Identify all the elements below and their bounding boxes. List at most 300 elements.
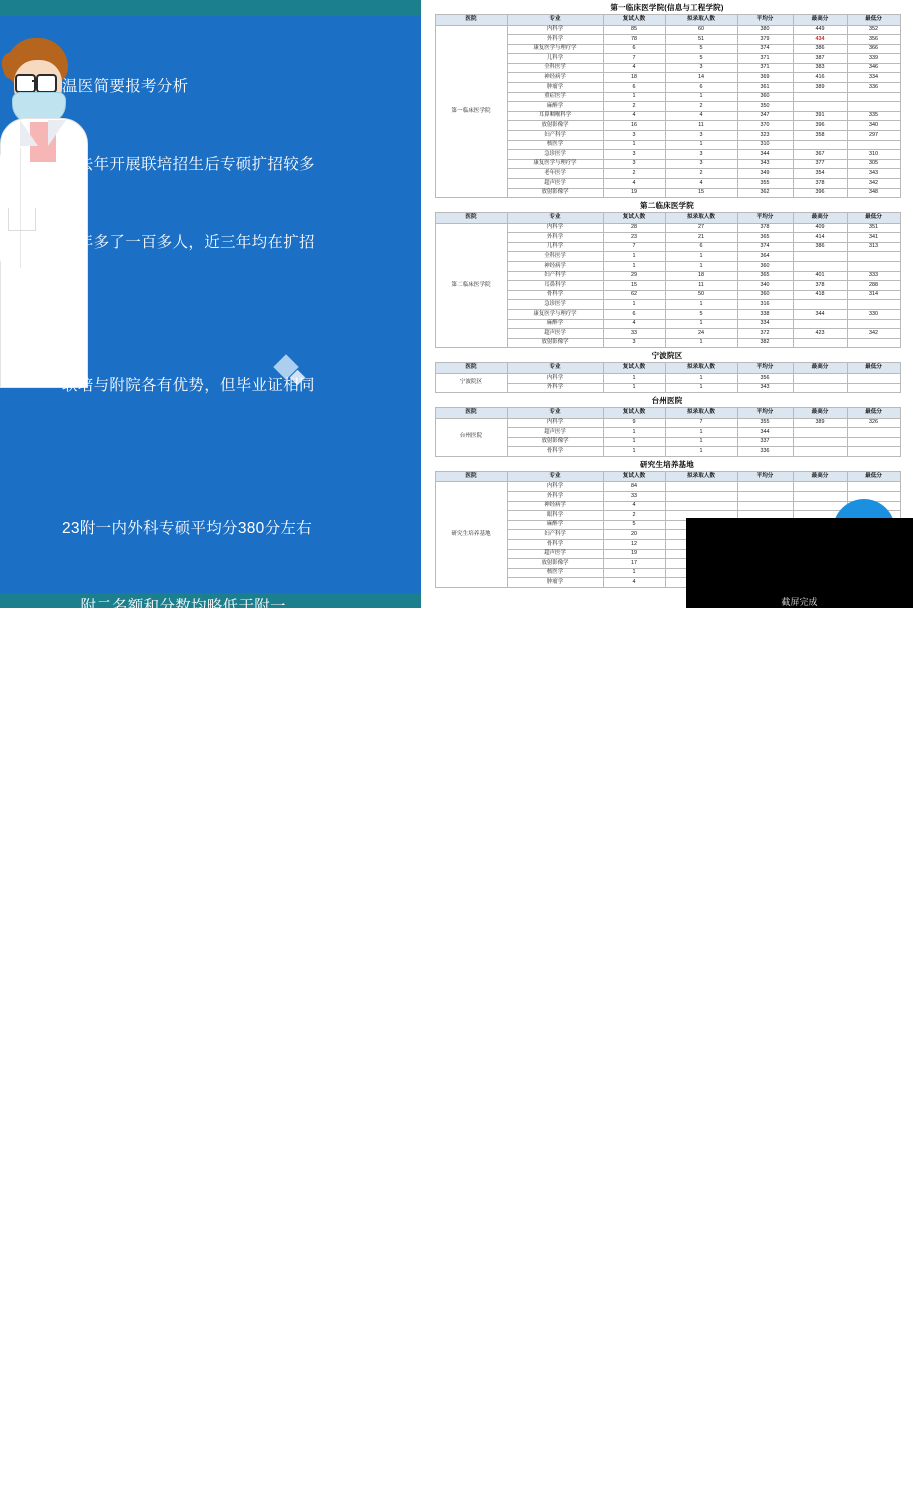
- column-header: 最高分: [793, 408, 847, 419]
- column-header: 医院: [435, 471, 507, 482]
- value-cell: 360: [737, 290, 793, 300]
- major-cell: 外科学: [507, 383, 603, 393]
- table-header-row: [435, 363, 900, 374]
- value-cell: 3: [603, 131, 665, 141]
- value-cell: 349: [737, 169, 793, 179]
- value-cell: 418: [793, 290, 847, 300]
- value-cell: 1: [665, 437, 737, 447]
- value-cell: 3: [603, 159, 665, 169]
- value-cell: 33: [603, 492, 665, 502]
- value-cell: 27: [665, 223, 737, 233]
- value-cell: 84: [603, 482, 665, 492]
- major-cell: 儿科学: [507, 54, 603, 64]
- value-cell: 330: [847, 310, 900, 320]
- value-cell: [793, 338, 847, 348]
- major-cell: 放射影像学: [507, 121, 603, 131]
- value-cell: 17: [603, 559, 665, 569]
- value-cell: 434: [793, 35, 847, 45]
- value-cell: [847, 140, 900, 150]
- value-cell: 344: [793, 310, 847, 320]
- major-cell: 内科学: [507, 482, 603, 492]
- value-cell: 356: [847, 35, 900, 45]
- value-cell: 379: [737, 35, 793, 45]
- glasses-left-lens-icon: [15, 74, 36, 93]
- value-cell: 337: [737, 437, 793, 447]
- hospital-cell: 宁波院区: [435, 373, 507, 392]
- glasses-right-lens-icon: [36, 74, 57, 93]
- value-cell: 50: [665, 290, 737, 300]
- column-header: 专业: [507, 15, 603, 26]
- value-cell: 1: [665, 300, 737, 310]
- value-cell: 2: [603, 102, 665, 112]
- column-header: 拟录取人数: [665, 363, 737, 374]
- value-cell: 355: [737, 418, 793, 428]
- value-cell: 60: [665, 25, 737, 35]
- major-cell: 肿瘤学: [507, 578, 603, 588]
- data-table: [435, 362, 901, 393]
- note-line: 特征：无歧视，较公正，重英语，: [62, 1040, 300, 1057]
- column-header: 平均分: [737, 471, 793, 482]
- column-header: 医院: [435, 15, 507, 26]
- analysis-note: [62, 22, 414, 1504]
- value-cell: 340: [847, 121, 900, 131]
- major-cell: 耳鼻咽喉科学: [507, 111, 603, 121]
- note-line: 附二名额和分数均略低于附一: [62, 598, 286, 615]
- value-cell: 6: [603, 44, 665, 54]
- value-cell: 310: [737, 140, 793, 150]
- value-cell: 3: [665, 131, 737, 141]
- major-cell: 神经病学: [507, 501, 603, 511]
- major-cell: 内科学: [507, 223, 603, 233]
- value-cell: 51: [665, 35, 737, 45]
- value-cell: 4: [665, 179, 737, 189]
- value-cell: 334: [737, 319, 793, 329]
- value-cell: 365: [737, 271, 793, 281]
- value-cell: [737, 492, 793, 502]
- value-cell: 33: [603, 329, 665, 339]
- value-cell: 3: [603, 150, 665, 160]
- value-cell: 348: [847, 188, 900, 198]
- column-header: 拟录取人数: [665, 408, 737, 419]
- major-cell: 神经病学: [507, 73, 603, 83]
- value-cell: 355: [737, 179, 793, 189]
- major-cell: 重症医学: [507, 92, 603, 102]
- major-cell: 核医学: [507, 568, 603, 578]
- major-cell: 放射影像学: [507, 338, 603, 348]
- table-title: 台州医院: [435, 393, 900, 407]
- value-cell: 1: [665, 447, 737, 457]
- value-cell: 386: [793, 242, 847, 252]
- value-cell: 3: [603, 338, 665, 348]
- value-cell: 6: [603, 310, 665, 320]
- value-cell: [793, 373, 847, 383]
- column-header: 复试人数: [603, 15, 665, 26]
- major-cell: 妇产科学: [507, 131, 603, 141]
- value-cell: [793, 447, 847, 457]
- column-header: 最高分: [793, 471, 847, 482]
- column-header: 最高分: [793, 15, 847, 26]
- column-header: 平均分: [737, 15, 793, 26]
- value-cell: 1: [665, 428, 737, 438]
- value-cell: 1: [603, 262, 665, 272]
- overlay-caption: 截屏完成: [781, 597, 818, 607]
- value-cell: 1: [665, 92, 737, 102]
- value-cell: 305: [847, 159, 900, 169]
- major-cell: 麻醉学: [507, 102, 603, 112]
- column-header: 专业: [507, 408, 603, 419]
- value-cell: 386: [793, 44, 847, 54]
- value-cell: 371: [737, 63, 793, 73]
- value-cell: 5: [665, 54, 737, 64]
- left-info-panel: [0, 0, 421, 1447]
- column-header: 最低分: [847, 15, 900, 26]
- value-cell: 6: [603, 83, 665, 93]
- value-cell: 5: [665, 310, 737, 320]
- value-cell: 316: [737, 300, 793, 310]
- major-cell: 急诊医学: [507, 300, 603, 310]
- column-header: 专业: [507, 471, 603, 482]
- top-accent-band: [0, 0, 421, 16]
- value-cell: 1: [603, 92, 665, 102]
- value-cell: 367: [793, 150, 847, 160]
- value-cell: 350: [737, 102, 793, 112]
- value-cell: 14: [665, 73, 737, 83]
- note-line: 今年多了一百多人，近三年均在扩招: [62, 234, 315, 251]
- value-cell: 371: [737, 54, 793, 64]
- column-header: 最高分: [793, 213, 847, 224]
- value-cell: 372: [737, 329, 793, 339]
- table-header-row: [435, 408, 900, 419]
- major-cell: 超声医学: [507, 428, 603, 438]
- major-cell: 急诊医学: [507, 150, 603, 160]
- note-spacer: [62, 451, 414, 464]
- data-table: [435, 407, 901, 457]
- value-cell: 339: [847, 54, 900, 64]
- value-cell: [847, 92, 900, 102]
- value-cell: 20: [603, 530, 665, 540]
- value-cell: 6: [665, 83, 737, 93]
- value-cell: [847, 447, 900, 457]
- table-title: 宁波院区: [435, 348, 900, 362]
- major-cell: 全科医学: [507, 63, 603, 73]
- value-cell: [665, 492, 737, 502]
- value-cell: 365: [737, 233, 793, 243]
- note-line: 22年为明显小年，23为大年，个人觉: [62, 819, 319, 836]
- column-header: 医院: [435, 408, 507, 419]
- value-cell: 1: [603, 373, 665, 383]
- value-cell: [793, 501, 847, 511]
- value-cell: 7: [665, 418, 737, 428]
- data-table: [435, 212, 901, 348]
- value-cell: 423: [793, 329, 847, 339]
- value-cell: 1: [665, 383, 737, 393]
- value-cell: 1: [603, 447, 665, 457]
- value-cell: 351: [847, 223, 900, 233]
- value-cell: [737, 482, 793, 492]
- column-header: 最高分: [793, 363, 847, 374]
- value-cell: 343: [737, 383, 793, 393]
- value-cell: 21: [665, 233, 737, 243]
- column-header: 医院: [435, 363, 507, 374]
- value-cell: 16: [603, 121, 665, 131]
- value-cell: 7: [603, 54, 665, 64]
- column-header: 最低分: [847, 471, 900, 482]
- major-cell: 康复医学与理疗学: [507, 44, 603, 54]
- value-cell: [793, 492, 847, 502]
- value-cell: 7: [603, 242, 665, 252]
- value-cell: 1: [665, 319, 737, 329]
- data-table: [435, 14, 901, 198]
- column-header: 最低分: [847, 213, 900, 224]
- table-block: [435, 198, 900, 348]
- value-cell: 391: [793, 111, 847, 121]
- value-cell: [847, 338, 900, 348]
- value-cell: [793, 140, 847, 150]
- value-cell: 297: [847, 131, 900, 141]
- value-cell: 383: [793, 63, 847, 73]
- value-cell: 1: [665, 252, 737, 262]
- note-spacer: [62, 308, 414, 321]
- value-cell: 401: [793, 271, 847, 281]
- value-cell: 2: [603, 511, 665, 521]
- note-heading: 温医简要报考分析: [62, 78, 189, 95]
- value-cell: 366: [847, 44, 900, 54]
- column-header: 拟录取人数: [665, 15, 737, 26]
- value-cell: 382: [737, 338, 793, 348]
- table-title: 第二临床医学院: [435, 198, 900, 212]
- value-cell: 11: [665, 281, 737, 291]
- value-cell: 374: [737, 242, 793, 252]
- major-cell: 肿瘤学: [507, 83, 603, 93]
- value-cell: 414: [793, 233, 847, 243]
- value-cell: [793, 383, 847, 393]
- value-cell: 342: [847, 179, 900, 189]
- value-cell: [793, 92, 847, 102]
- value-cell: [793, 102, 847, 112]
- value-cell: [665, 501, 737, 511]
- value-cell: [665, 482, 737, 492]
- value-cell: 342: [847, 329, 900, 339]
- table-title: 研究生培养基地: [435, 457, 900, 471]
- table-block: [435, 393, 900, 457]
- major-cell: 外科学: [507, 35, 603, 45]
- value-cell: 19: [603, 188, 665, 198]
- table-row: [435, 223, 900, 233]
- value-cell: 78: [603, 35, 665, 45]
- value-cell: 362: [737, 188, 793, 198]
- major-cell: 骨科学: [507, 447, 603, 457]
- value-cell: 336: [847, 83, 900, 93]
- column-header: 医院: [435, 213, 507, 224]
- value-cell: 313: [847, 242, 900, 252]
- value-cell: 19: [603, 549, 665, 559]
- value-cell: [793, 252, 847, 262]
- value-cell: 326: [847, 418, 900, 428]
- value-cell: [847, 102, 900, 112]
- value-cell: 6: [665, 242, 737, 252]
- value-cell: 374: [737, 44, 793, 54]
- value-cell: 3: [665, 63, 737, 73]
- value-cell: 23: [603, 233, 665, 243]
- value-cell: 12: [603, 540, 665, 550]
- value-cell: 346: [847, 63, 900, 73]
- value-cell: 378: [793, 281, 847, 291]
- value-cell: 343: [847, 169, 900, 179]
- column-header: 最低分: [847, 408, 900, 419]
- value-cell: [793, 262, 847, 272]
- value-cell: 24: [665, 329, 737, 339]
- value-cell: 1: [603, 568, 665, 578]
- value-cell: 62: [603, 290, 665, 300]
- value-cell: 352: [847, 25, 900, 35]
- value-cell: [847, 300, 900, 310]
- bottom-white-strip: [421, 598, 686, 608]
- value-cell: 15: [603, 281, 665, 291]
- table-header-row: [435, 471, 900, 482]
- value-cell: 1: [665, 338, 737, 348]
- note-line: 平均分被高分和超高分抬高不少: [62, 676, 302, 693]
- table-block: [435, 0, 900, 198]
- hospital-cell: 第一临床医学院: [435, 25, 507, 198]
- value-cell: [847, 252, 900, 262]
- table-block: [435, 348, 900, 393]
- major-cell: 超声医学: [507, 329, 603, 339]
- value-cell: [793, 319, 847, 329]
- note-line: 招生多分数区间较大，因此上岸机会: [62, 1118, 315, 1135]
- value-cell: 1: [665, 262, 737, 272]
- value-cell: 334: [847, 73, 900, 83]
- hospital-cell: 台州医院: [435, 418, 507, 456]
- note-line: 自去年开展联培招生后专硕扩招较多: [62, 156, 315, 173]
- value-cell: 1: [603, 140, 665, 150]
- value-cell: 1: [665, 140, 737, 150]
- table-row: [435, 418, 900, 428]
- value-cell: 9: [603, 418, 665, 428]
- value-cell: 2: [665, 169, 737, 179]
- value-cell: [847, 319, 900, 329]
- column-header: 复试人数: [603, 363, 665, 374]
- major-cell: 神经病学: [507, 262, 603, 272]
- note-line: 非常强悍，（今年外科秒了浙一）想: [62, 1274, 308, 1291]
- value-cell: [847, 262, 900, 272]
- value-cell: 396: [793, 188, 847, 198]
- major-cell: 超声医学: [507, 549, 603, 559]
- value-cell: 387: [793, 54, 847, 64]
- column-header: 复试人数: [603, 213, 665, 224]
- value-cell: [847, 437, 900, 447]
- column-header: 专业: [507, 363, 603, 374]
- column-header: 平均分: [737, 363, 793, 374]
- major-cell: 耳鼻科学: [507, 281, 603, 291]
- column-header: 拟录取人数: [665, 213, 737, 224]
- table-row: [435, 373, 900, 383]
- value-cell: 380: [737, 25, 793, 35]
- value-cell: 1: [603, 252, 665, 262]
- table-row: [435, 25, 900, 35]
- value-cell: 343: [737, 159, 793, 169]
- major-cell: 全科医学: [507, 252, 603, 262]
- note-line: 得24热度会降: [62, 897, 159, 914]
- note-line: 试的厮杀: [62, 1430, 126, 1447]
- value-cell: 15: [665, 188, 737, 198]
- value-cell: 1: [603, 428, 665, 438]
- value-cell: 369: [737, 73, 793, 83]
- value-cell: 389: [793, 418, 847, 428]
- value-cell: [847, 428, 900, 438]
- major-cell: 核医学: [507, 140, 603, 150]
- value-cell: 356: [737, 373, 793, 383]
- major-cell: 眼科学: [507, 511, 603, 521]
- value-cell: [793, 482, 847, 492]
- major-cell: 外科学: [507, 492, 603, 502]
- value-cell: 344: [737, 150, 793, 160]
- major-cell: 超声医学: [507, 179, 603, 189]
- note-spacer: [62, 750, 414, 763]
- value-cell: 358: [793, 131, 847, 141]
- value-cell: 18: [603, 73, 665, 83]
- value-cell: 333: [847, 271, 900, 281]
- value-cell: 2: [603, 169, 665, 179]
- value-cell: [793, 300, 847, 310]
- value-cell: 314: [847, 290, 900, 300]
- column-header: 最低分: [847, 363, 900, 374]
- value-cell: [847, 373, 900, 383]
- value-cell: 4: [603, 63, 665, 73]
- note-line: 联培与附院各有优势，但毕业证相同: [62, 377, 315, 394]
- value-cell: 338: [737, 310, 793, 320]
- table-row: [435, 482, 900, 492]
- major-cell: 麻醉学: [507, 520, 603, 530]
- table-title: 第一临床医学院(信息与工程学院): [435, 0, 900, 14]
- major-cell: 外科学: [507, 233, 603, 243]
- major-cell: 内科学: [507, 373, 603, 383]
- value-cell: 370: [737, 121, 793, 131]
- value-cell: 3: [665, 150, 737, 160]
- value-cell: 344: [737, 428, 793, 438]
- value-cell: 28: [603, 223, 665, 233]
- major-cell: 骨科学: [507, 540, 603, 550]
- note-line: 23附一内外科专硕平均分380分左右: [62, 520, 313, 537]
- value-cell: 1: [665, 373, 737, 383]
- note-line: 学好的专业选好的导师仍需要初试复: [62, 1352, 315, 1369]
- value-cell: 364: [737, 252, 793, 262]
- value-cell: 1: [603, 300, 665, 310]
- major-cell: 骨科学: [507, 290, 603, 300]
- value-cell: 4: [603, 501, 665, 511]
- value-cell: 5: [603, 520, 665, 530]
- value-cell: 1: [603, 383, 665, 393]
- value-cell: 347: [737, 111, 793, 121]
- value-cell: 378: [793, 179, 847, 189]
- doctor-collar-left: [20, 120, 38, 146]
- value-cell: 341: [847, 233, 900, 243]
- note-spacer: [62, 971, 414, 984]
- column-header: 拟录取人数: [665, 471, 737, 482]
- hospital-cell: 研究生培养基地: [435, 482, 507, 588]
- value-cell: 360: [737, 262, 793, 272]
- value-cell: 361: [737, 83, 793, 93]
- table-header-row: [435, 213, 900, 224]
- major-cell: 儿科学: [507, 242, 603, 252]
- value-cell: 4: [603, 179, 665, 189]
- value-cell: 5: [665, 44, 737, 54]
- major-cell: 内科学: [507, 418, 603, 428]
- major-cell: 放射影像学: [507, 559, 603, 569]
- value-cell: 378: [737, 223, 793, 233]
- column-header: 专业: [507, 213, 603, 224]
- major-cell: 妇产科学: [507, 271, 603, 281]
- value-cell: 85: [603, 25, 665, 35]
